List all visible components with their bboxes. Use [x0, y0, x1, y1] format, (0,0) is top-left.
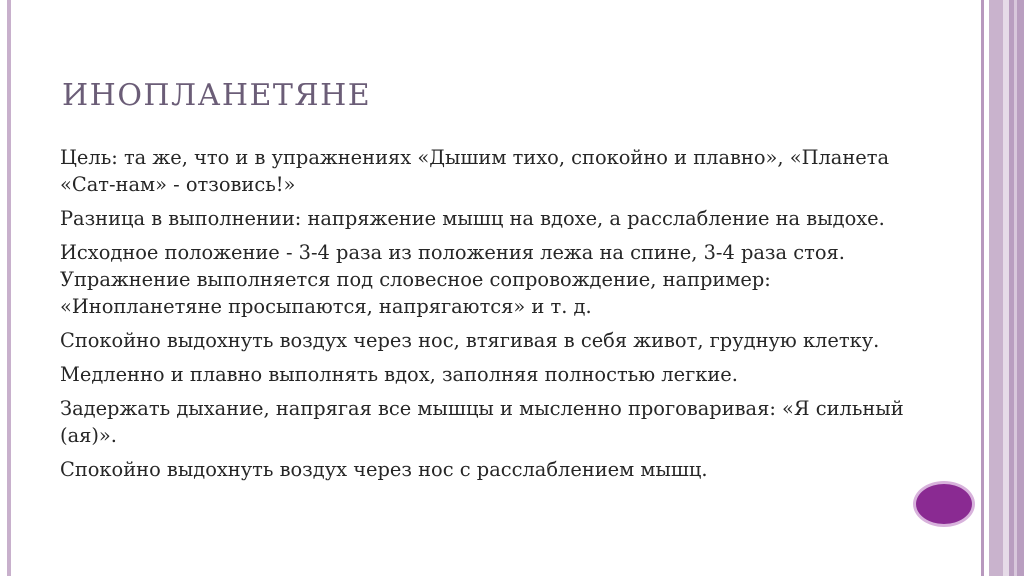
paragraph-relax-step: Спокойно выдохнуть воздух через нос с расслаблением мышц. [60, 458, 708, 481]
paragraph-goal: Цель: та же, что и в упражнениях «Дышим тихо, спокойно и плавно», «Планета «Сат-нам» - отзовись!» [60, 146, 890, 196]
right-decorative-edge-line [1014, 0, 1017, 576]
paragraph-inhale-step: Медленно и плавно выполнять вдох, заполняя полностью легкие. [60, 363, 738, 386]
right-decorative-stripe [981, 0, 984, 576]
left-decorative-stripe [7, 0, 11, 576]
paragraph-difference: Разница в выполнении: напряжение мышц на вдохе, а расслабление на выдохе. [60, 207, 885, 230]
slide-title: ИНОПЛАНЕТЯНЕ [62, 78, 372, 113]
paragraph-hold-step: Задержать дыхание, напрягая все мышцы и мысленно проговаривая: «Я сильный (ая)». [60, 397, 904, 447]
slide-nav-circle-button[interactable] [913, 481, 975, 527]
right-decorative-band [989, 0, 1003, 576]
paragraph-exhale-step: Спокойно выдохнуть воздух через нос, втягивая в себя живот, грудную клетку. [60, 329, 880, 352]
paragraph-starting-position: Исходное положение - 3-4 раза из положения лежа на спине, 3-4 раза стоя. Упражнение выполняется под словесное сопровождение, например: «Инопланетяне просыпаются, напрягаются» и т. д. [60, 241, 845, 318]
slide-body [60, 144, 920, 490]
